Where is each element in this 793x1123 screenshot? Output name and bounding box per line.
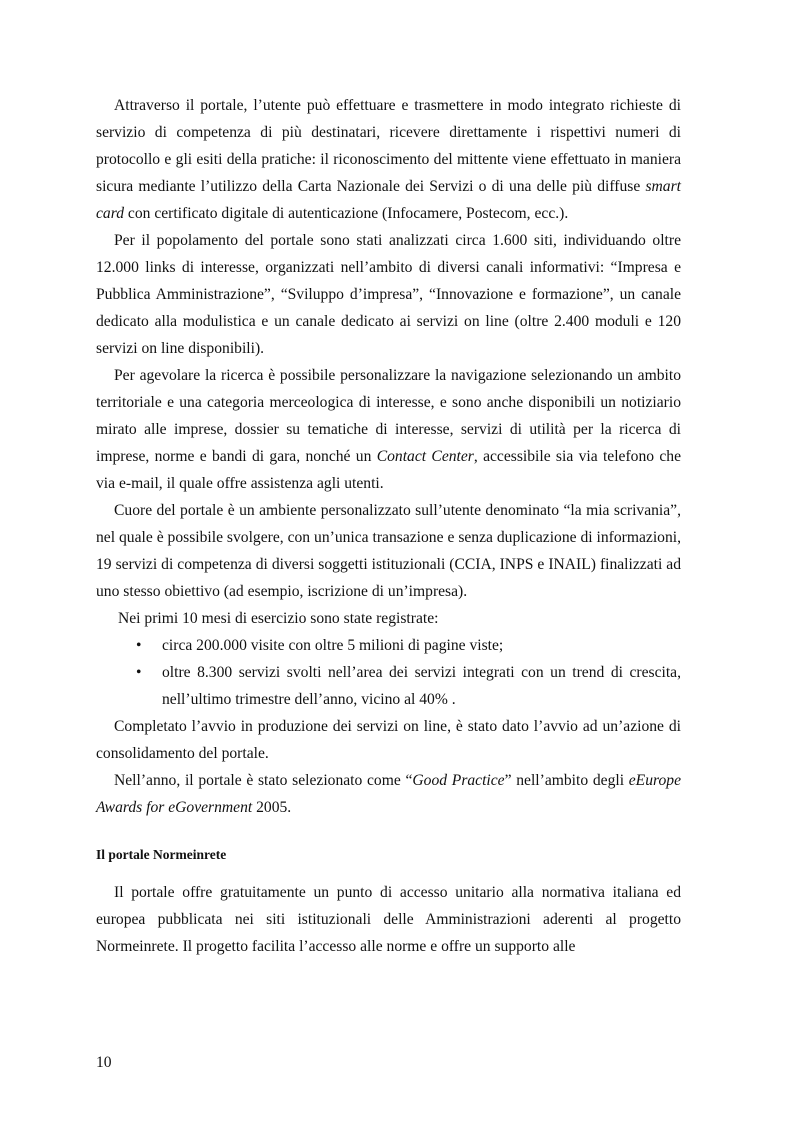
bullet-icon: • xyxy=(136,637,142,654)
emphasis-contact-center: Contact Center xyxy=(376,448,474,465)
list-item xyxy=(136,632,681,659)
text-run: Per agevolare la ricerca è possibile personalizzare la navigazione selezionando un ambito territoriale e una categoria merceologica di interesse, e sono anche disponibili un notiziario mirato alle imprese, dossier su tematiche di interesse, servizi di utilità per la ricerca di imprese, norme e bandi di gara, nonché un xyxy=(96,367,681,465)
text-run: ” nell’ambito degli xyxy=(504,772,629,789)
paragraph-scrivania: Cuore del portale è un ambiente personalizzato sull’utente denominato “la mia scrivania”, nel quale è possibile svolgere, con un’unica transazione e senza duplicazione di informazioni, 19 servizi di competenza di diversi soggetti istituzionali (CCIA, INPS e INAIL) finalizzati ad uno stesso obiettivo (ad esempio, iscrizione di un’impresa). xyxy=(96,502,681,600)
paragraph-portal-access xyxy=(96,92,681,227)
bullet-list xyxy=(96,632,681,713)
emphasis-good-practice: Good Practice xyxy=(412,772,505,789)
bullet-icon: • xyxy=(136,664,142,681)
text-run: 2005. xyxy=(252,799,292,816)
text-run: con certificato digitale di autenticazione (Infocamere, Postecom, ecc.). xyxy=(124,205,569,222)
emphasis-smart-card: smart card xyxy=(96,178,681,222)
paragraph-good-practice xyxy=(96,767,681,821)
emphasis-eeurope-awards: eEurope Awards for eGovernment xyxy=(96,772,681,816)
text-run: Attraverso il portale, l’utente può effettuare e trasmettere in modo integrato richieste di servizio di competenza di più destinatari, ricevere direttamente i rispettivi numeri di protocollo e gli esiti della pratiche: il riconoscimento del mittente viene effettuato in maniera sicura mediante l’utilizzo della Carta Nazionale dei Servizi o di una delle più diffuse xyxy=(96,97,681,195)
paragraph-portal-population: Per il popolamento del portale sono stati analizzati circa 1.600 siti, individuando oltre 12.000 links di interesse, organizzati nell’ambito di diversi canali informativi: “Impresa e Pubblica Amministrazione”, “Sviluppo d’impresa”, “Innovazione e formazione”, un canale dedicato alla modulistica e un canale dedicato ai servizi on line (oltre 2.400 moduli e 120 servizi on line disponibili). xyxy=(96,232,681,357)
text-run: Nell’anno, il portale è stato selezionato come “ xyxy=(114,772,413,789)
paragraph-normeinrete: Il portale offre gratuitamente un punto di accesso unitario alla normativa italiana ed europea pubblicata nei siti istituzionali delle Amministrazioni aderenti al progetto Normeinrete. Il progetto facilita l’accesso alle norme e offre un supporto alle xyxy=(96,884,681,955)
paragraph-consolidation: Completato l’avvio in produzione dei servizi on line, è stato dato l’avvio ad un’azione di consolidamento del portale. xyxy=(96,718,681,762)
document-page xyxy=(96,92,681,960)
page-number: 10 xyxy=(96,1054,112,1071)
list-item-text: oltre 8.300 servizi svolti nell’area dei servizi integrati con un trend di crescita, nell’ultimo trimestre dell’anno, vicino al 40% . xyxy=(162,664,681,708)
paragraph-search xyxy=(96,362,681,497)
section-heading: Il portale Normeinrete xyxy=(96,847,227,862)
text-run: , accessibile sia via telefono che via e-mail, il quale offre assistenza agli utenti. xyxy=(96,448,681,492)
paragraph-first-months: Nei primi 10 mesi di esercizio sono state registrate: xyxy=(118,610,439,627)
list-item xyxy=(136,659,681,713)
list-item-text: circa 200.000 visite con oltre 5 milioni di pagine viste; xyxy=(162,637,504,654)
